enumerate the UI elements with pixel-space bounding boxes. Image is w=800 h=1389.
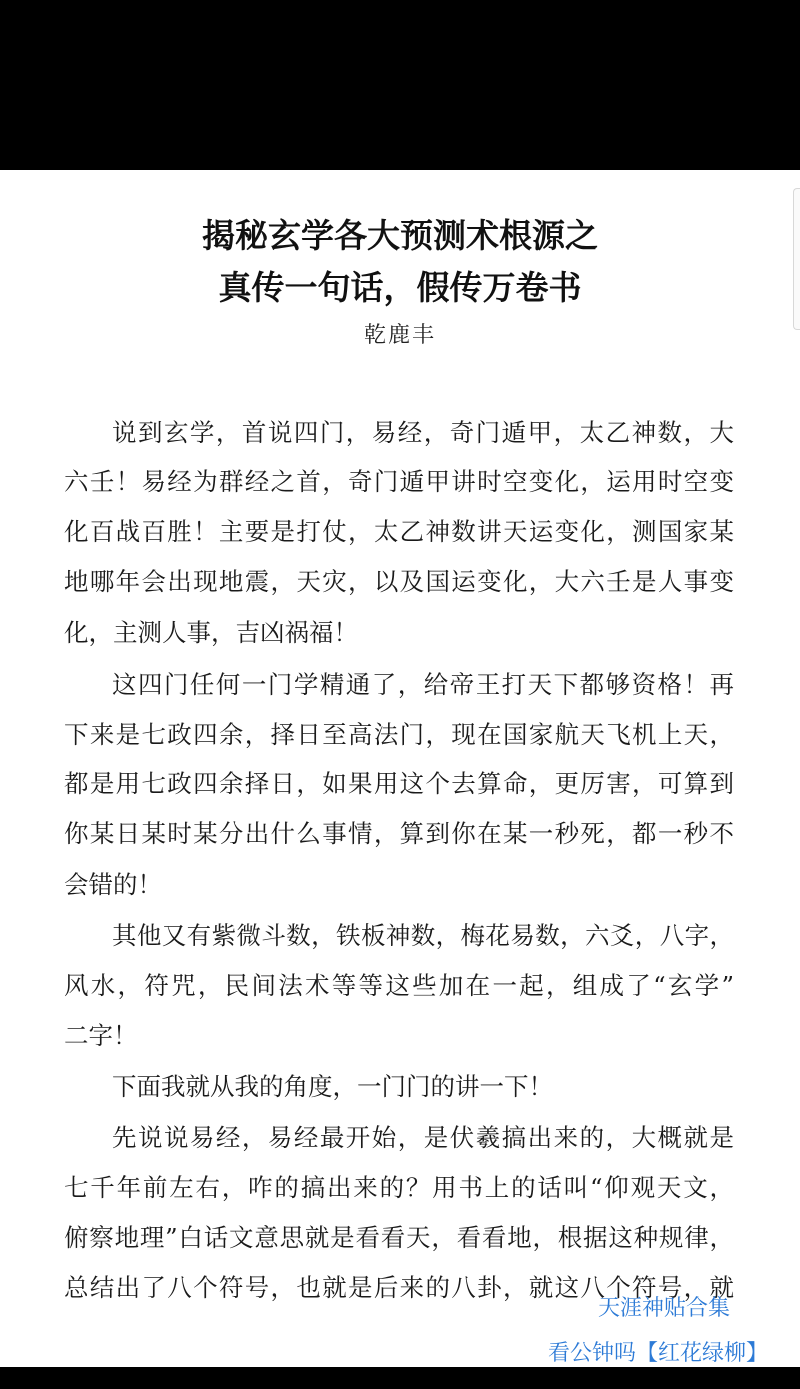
article-title-line-1: 揭秘玄学各大预测术根源之 — [202, 216, 598, 255]
body-line: 二字！ — [64, 1021, 138, 1050]
body-line: 都是用七政四余择日，如果用这个去算命，更厉害，可算到 — [64, 769, 734, 798]
body-line: 下面我就从我的角度，一门门的讲一下！ — [112, 1072, 553, 1101]
article-author: 乾鹿丰 — [363, 323, 436, 348]
watermark-line-1: 天涯神贴合集 — [597, 1296, 730, 1321]
top-black-bar — [0, 0, 800, 170]
body-line: 会错的！ — [64, 870, 162, 899]
body-line: 这四门任何一门学精通了，给帝王打天下都够资格！再 — [112, 670, 734, 699]
body-line: 化，主测人事，吉凶祸福！ — [64, 618, 358, 647]
body-line: 总结出了八个符号，也就是后来的八卦，就这八个符号，就 — [64, 1273, 734, 1302]
body-line: 化百战百胜！主要是打仗，太乙神数讲天运变化，测国家某 — [64, 517, 734, 546]
body-line: 你某日某时某分出什么事情，算到你在某一秒死，都一秒不 — [64, 819, 734, 848]
body-line: 先说说易经，易经最开始，是伏羲搞出来的，大概就是 — [112, 1123, 734, 1152]
body-line: 地哪年会出现地震，天灾，以及国运变化，大六壬是人事变 — [64, 567, 734, 596]
body-line: 其他又有紫微斗数，铁板神数，梅花易数，六爻，八字， — [112, 921, 734, 950]
body-line: 风水，符咒，民间法术等等这些加在一起，组成了“玄学” — [64, 971, 734, 1000]
bottom-black-bar — [0, 1367, 800, 1389]
article-title-line-2: 真传一句话，假传万卷书 — [218, 268, 582, 307]
body-line: 七千年前左右，咋的搞出来的？用书上的话叫“仰观天文， — [64, 1173, 734, 1202]
body-line: 说到玄学，首说四门，易经，奇门遁甲，太乙神数，大 — [112, 418, 734, 447]
watermark-line-2: 看公钟吗【红花绿柳】 — [547, 1341, 768, 1366]
body-line: 下来是七政四余，择日至高法门，现在国家航天飞机上天， — [64, 720, 734, 749]
body-line: 六壬！易经为群经之首，奇门遁甲讲时空变化，运用时空变 — [64, 467, 734, 496]
body-line: 俯察地理”白话文意思就是看看天，看看地，根据这种规律， — [64, 1223, 734, 1252]
